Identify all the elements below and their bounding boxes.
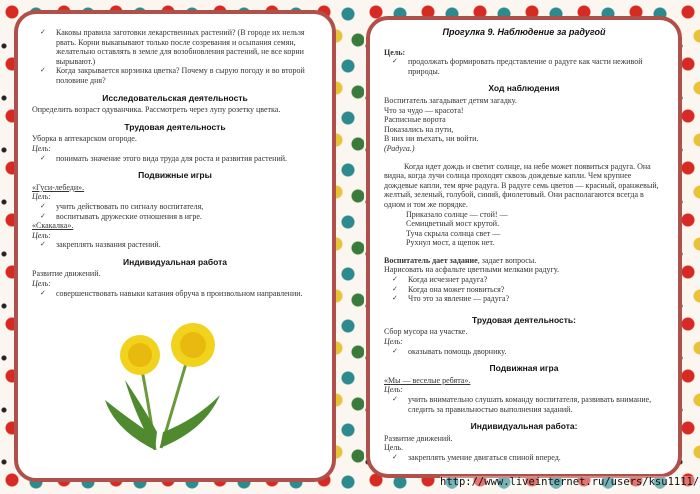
page-title: Прогулка 9. Наблюдение за радугой: [442, 27, 606, 37]
goal-label: Цель:: [32, 143, 51, 153]
list-item: ✓ закреплять умение двигаться спиной вперед.: [384, 453, 664, 463]
poem-line: Приказало солнце — стой! —: [406, 209, 508, 219]
right-page: [366, 16, 682, 478]
section-title: Индивидуальная работа:: [470, 421, 578, 432]
riddle-line: Что за чудо — красота!: [384, 105, 464, 115]
task-line: [384, 256, 664, 266]
list-item: ✓ Каковы правила заготовки лекарственных растений? (В городе их нельзя рвать. Корни выкапывают только после созревания и осыпания семян, желательно оставлять в земле для возобновления растений, не все корни вырывают.): [32, 28, 318, 66]
list-item: ✓ совершенствовать навыки катания обруча в произвольном направлении.: [32, 289, 318, 299]
section-title: Трудовая деятельность: [124, 121, 226, 132]
list-item: ✓ воспитывать дружеские отношения в игре.: [32, 212, 318, 222]
list-item: ✓ Когда закрывается корзинка цветка? Почему в сырую погоду и во второй половине дня?: [32, 66, 318, 85]
riddle-line: Показались на пути,: [384, 124, 454, 134]
list-item: ✓ учить действовать по сигналу воспитателя,: [32, 202, 318, 212]
poem-line: Туча скрыла солнца свет —: [406, 228, 501, 238]
section-title: Ход наблюдения: [488, 83, 560, 94]
list-item: ✓ оказывать помощь дворнику.: [384, 347, 664, 357]
list-item: ✓ Что это за явление — радуга?: [384, 294, 664, 304]
poem-line: Семицветный мост крутой.: [406, 219, 500, 229]
game-name: «Скакалка».: [32, 221, 74, 231]
section-title: Трудовая деятельность:: [472, 314, 576, 325]
list-item: ✓ закреплять названия растений.: [32, 240, 318, 250]
goal-label: Цель:: [384, 385, 403, 395]
section-title: Подвижная игра: [489, 363, 559, 374]
game-name: «Гуси-лебеди».: [32, 182, 85, 192]
paragraph: Когда идет дождь и светит солнце, на небе может появиться радуга. Она видна, когда лучи солнца проходят сквозь дождевые капли. Чем крупнее дождевые капли, тем ярче радуга. В радуге семь цветов — красный, оранжевый, желтый, зеленый, голубой, синий, фиолетовый. Они располагаются всегда в одном и том же порядке.: [384, 161, 659, 209]
poem-line: Рухнул мост, а щепок нет.: [406, 238, 495, 248]
goal-label: Цель:: [32, 230, 51, 240]
riddle-line: Расписные ворота: [384, 115, 446, 125]
text: Развитие движений.: [384, 433, 453, 443]
watermark-url: http://www.liveinternet.ru/users/ksu1111/: [440, 476, 700, 488]
list-item: ✓ Когда исчезнет радуга?: [384, 275, 664, 285]
text: Определить возраст одуванчика. Рассмотреть через лупу розетку цветка.: [32, 105, 281, 115]
task-rest: , задает вопросы.: [477, 255, 537, 265]
riddle-answer: (Радуга.): [384, 143, 415, 153]
list-item: ✓ Когда она может появиться?: [384, 285, 664, 295]
text: Развитие движений.: [32, 269, 101, 279]
goal-label: Цель:: [32, 192, 51, 202]
list-item: ✓ учить внимательно слушать команду воспитателя, развивать внимание, следить за правильностью выполнения заданий.: [384, 395, 664, 414]
game-name: «Мы — веселые ребята».: [384, 375, 471, 385]
dandelion-illustration: [95, 320, 235, 460]
section-title: Подвижные игры: [138, 170, 212, 181]
text: Уборка в аптекарском огороде.: [32, 134, 137, 144]
section-title: Исследовательская деятельность: [102, 92, 248, 103]
text: Нарисовать на асфальте цветными мелками радугу.: [384, 265, 559, 275]
goal-label: Цель:: [384, 337, 403, 347]
text: Сбор мусора на участке.: [384, 327, 468, 337]
list-item: ✓ понимать значение этого вида труда для роста и развития растений.: [32, 154, 318, 164]
goal-label: Цель.: [384, 443, 403, 453]
goal-label: Цель:: [32, 279, 51, 289]
riddle-line: В них ни въехать, ни войти.: [384, 134, 479, 144]
task-bold: Воспитатель дает задание: [384, 255, 478, 265]
section-title: Индивидуальная работа: [122, 256, 227, 267]
text: Воспитатель загадывает детям загадку.: [384, 95, 517, 105]
list-item: ✓ продолжать формировать представление о радуге как части неживой природы.: [384, 57, 664, 76]
goal-label: Цель:: [384, 47, 406, 57]
